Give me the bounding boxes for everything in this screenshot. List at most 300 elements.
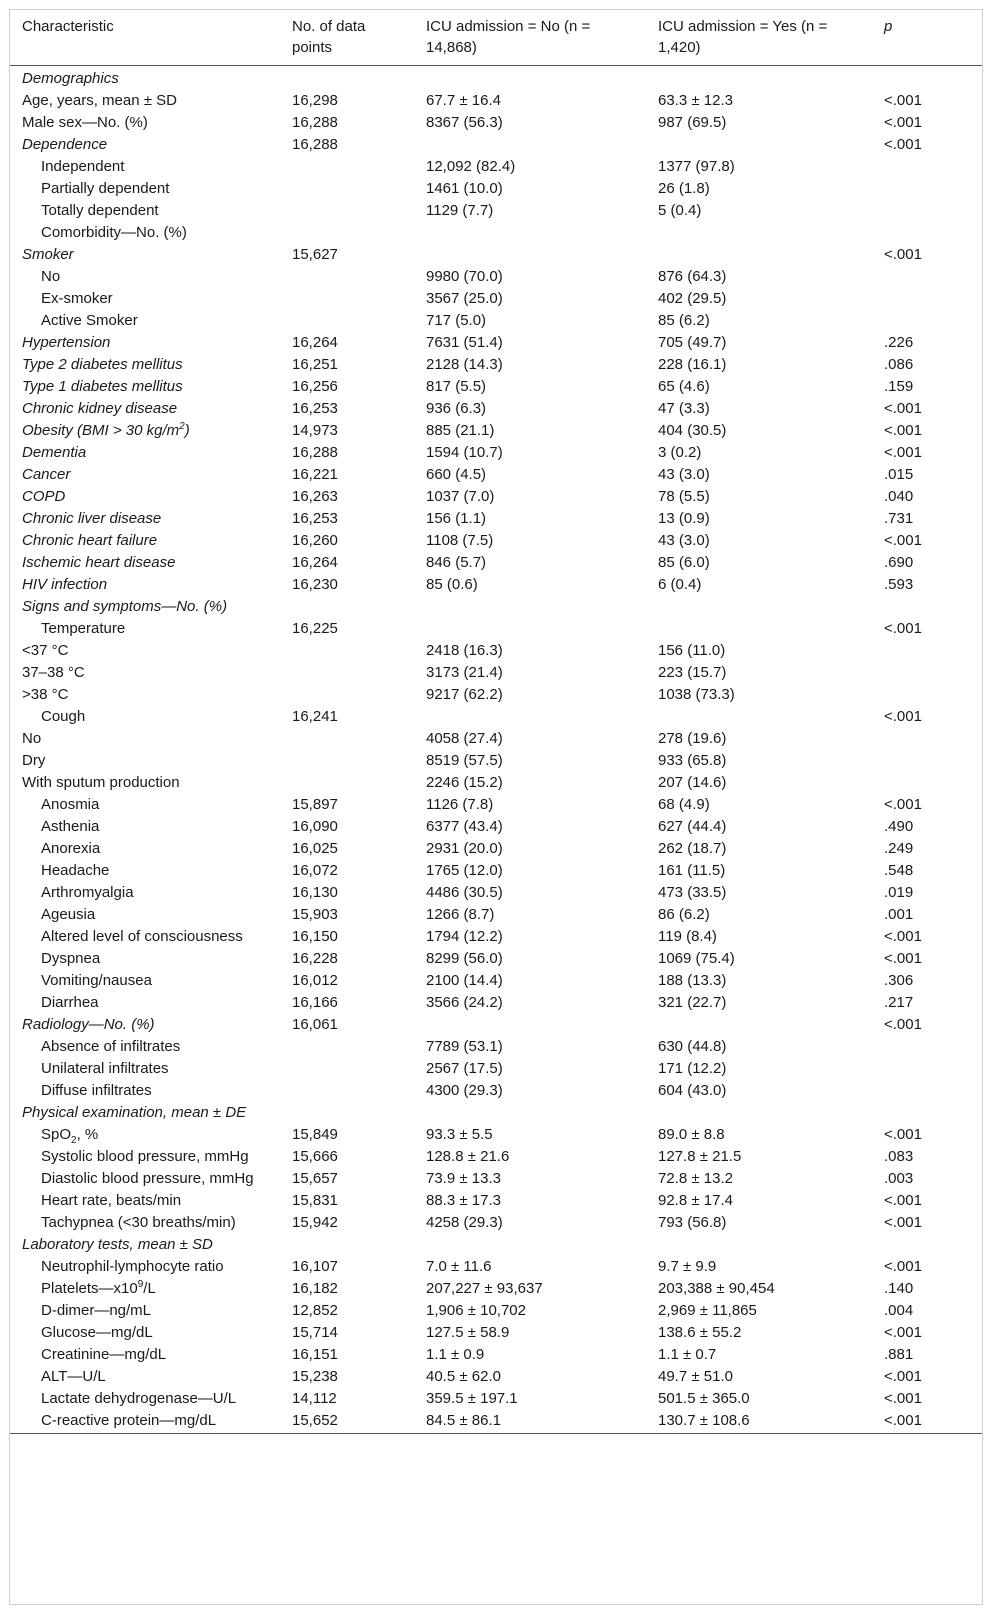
row-icu-yes: 156 (11.0) [658, 642, 726, 659]
row-p-value: .003 [884, 1170, 914, 1187]
table-row [10, 640, 982, 662]
row-label: No [22, 730, 42, 747]
row-data-points: 15,831 [292, 1192, 338, 1209]
row-icu-no: 8299 (56.0) [426, 950, 503, 967]
row-label: Asthenia [41, 818, 100, 835]
row-p-value: <.001 [884, 796, 922, 813]
row-data-points: 16,288 [292, 444, 338, 461]
row-p-value: .548 [884, 862, 914, 879]
table-row [10, 1124, 982, 1146]
row-icu-no: 207,227 ± 93,637 [426, 1280, 543, 1297]
row-icu-yes [646, 1102, 872, 1124]
row-label: Altered level of consciousness [41, 928, 243, 945]
table-row [10, 574, 982, 596]
row-data-points: 16,264 [292, 334, 338, 351]
row-icu-no [414, 596, 646, 618]
table-row [10, 552, 982, 574]
row-data-points [280, 66, 414, 91]
row-data-points: 16,298 [292, 92, 338, 109]
row-icu-yes: 604 (43.0) [658, 1082, 727, 1099]
row-data-points: 16,230 [292, 576, 338, 593]
row-data-points: 16,288 [292, 114, 338, 131]
table-row [10, 706, 982, 728]
row-label: Ageusia [41, 906, 96, 923]
row-icu-yes: 473 (33.5) [658, 884, 727, 901]
row-icu-yes: 321 (22.7) [658, 994, 727, 1011]
row-p-value: <.001 [884, 532, 922, 549]
table-row [10, 244, 982, 266]
row-label: ALT—U/L [41, 1368, 106, 1385]
row-icu-yes: 78 (5.5) [658, 488, 710, 505]
row-label: HIV infection [22, 576, 108, 593]
row-icu-yes: 188 (13.3) [658, 972, 727, 989]
row-label: Signs and symptoms—No. (%) [22, 598, 228, 615]
row-icu-no: 1126 (7.8) [426, 796, 494, 813]
row-icu-yes: 223 (15.7) [658, 664, 727, 681]
row-icu-yes: 47 (3.3) [658, 400, 710, 417]
row-p-value [872, 288, 982, 310]
table-row [10, 288, 982, 310]
row-icu-yes: 65 (4.6) [658, 378, 710, 395]
row-icu-no: 1108 (7.5) [426, 532, 494, 549]
row-data-points: 16,228 [292, 950, 338, 967]
row-data-points: 14,112 [292, 1390, 337, 1407]
row-icu-yes: 9.7 ± 9.9 [658, 1258, 717, 1275]
row-icu-no: 2931 (20.0) [426, 840, 503, 857]
row-icu-yes: 2,969 ± 11,865 [658, 1302, 757, 1319]
row-icu-no: 85 (0.6) [426, 576, 478, 593]
row-icu-no: 156 (1.1) [426, 510, 487, 527]
table-row [10, 66, 982, 91]
row-label: Partially dependent [41, 180, 170, 197]
table-row [10, 684, 982, 706]
characteristics-table [10, 10, 982, 1434]
row-icu-yes [646, 244, 872, 266]
header-icu-yes: ICU admission = Yes (n = 1,420) [646, 10, 872, 66]
row-data-points [280, 1058, 414, 1080]
row-icu-yes: 63.3 ± 12.3 [658, 92, 733, 109]
row-label: Cancer [22, 466, 71, 483]
row-data-points [280, 1234, 414, 1256]
row-label: Type 2 diabetes mellitus [22, 356, 183, 373]
table-row [10, 134, 982, 156]
row-p-value: .083 [884, 1148, 914, 1165]
row-label: Radiology—No. (%) [22, 1016, 155, 1033]
row-label: Lactate dehydrogenase—U/L [41, 1390, 237, 1407]
row-data-points [280, 596, 414, 618]
row-label: Headache [41, 862, 110, 879]
table-row [10, 794, 982, 816]
row-icu-no: 88.3 ± 17.3 [426, 1192, 501, 1209]
table-row [10, 464, 982, 486]
row-p-value: <.001 [884, 92, 922, 109]
row-p-value: .040 [884, 488, 914, 505]
row-label: $Platelets—x10^9/L$ [41, 1279, 156, 1297]
row-p-value: .001 [884, 906, 914, 923]
row-icu-no: 6377 (43.4) [426, 818, 503, 835]
row-data-points: 16,241 [292, 708, 338, 725]
row-label: Dry [22, 752, 46, 769]
row-p-value: .086 [884, 356, 914, 373]
row-data-points: 16,253 [292, 510, 338, 527]
row-icu-yes: 278 (19.6) [658, 730, 727, 747]
row-p-value [872, 1036, 982, 1058]
row-p-value: .226 [884, 334, 914, 351]
row-icu-yes: 43 (3.0) [658, 466, 710, 483]
row-p-value: .881 [884, 1346, 914, 1363]
row-data-points: 16,061 [292, 1016, 338, 1033]
table-header [10, 10, 982, 66]
row-label: COPD [22, 488, 66, 505]
row-icu-no: 1794 (12.2) [426, 928, 503, 945]
row-label: Demographics [22, 70, 119, 87]
row-icu-yes: 171 (12.2) [658, 1060, 727, 1077]
row-data-points [280, 640, 414, 662]
table-row [10, 860, 982, 882]
row-label: C-reactive protein—mg/dL [10, 1410, 280, 1434]
row-data-points: 16,012 [292, 972, 338, 989]
table-row [10, 838, 982, 860]
row-data-points: 15,897 [292, 796, 338, 813]
table-row [10, 1256, 982, 1278]
table-row [10, 1080, 982, 1102]
row-p-value: <.001 [884, 1126, 922, 1143]
row-label: Dependence [22, 136, 108, 153]
row-label: Vomiting/nausea [41, 972, 152, 989]
row-icu-no [414, 706, 646, 728]
table-row [10, 662, 982, 684]
table-row [10, 156, 982, 178]
table-row [10, 1388, 982, 1410]
row-label: Tachypnea (<30 breaths/min) [41, 1214, 236, 1231]
row-icu-yes [646, 66, 872, 91]
row-data-points: 14,973 [292, 422, 338, 439]
row-data-points [280, 1102, 414, 1124]
row-p-value: <.001 [884, 114, 922, 131]
table-row [10, 904, 982, 926]
table-row [10, 332, 982, 354]
row-icu-no: 73.9 ± 13.3 [426, 1170, 501, 1187]
row-data-points: 15,652 [280, 1410, 414, 1434]
table-row [10, 1410, 982, 1434]
row-label: Dementia [22, 444, 87, 461]
table-row [10, 750, 982, 772]
row-p-value: <.001 [884, 1324, 922, 1341]
table-row [10, 266, 982, 288]
row-icu-yes: 26 (1.8) [658, 180, 710, 197]
table-row [10, 420, 982, 442]
row-label: Diarrhea [41, 994, 99, 1011]
row-label: Chronic kidney disease [22, 400, 178, 417]
row-p-value: .593 [884, 576, 914, 593]
row-icu-yes [646, 134, 872, 156]
row-label: D-dimer—ng/mL [41, 1302, 152, 1319]
row-icu-no: 93.3 ± 5.5 [426, 1126, 493, 1143]
row-icu-yes: 49.7 ± 51.0 [658, 1368, 733, 1385]
row-data-points: 16,225 [292, 620, 338, 637]
row-p-value: .004 [884, 1302, 914, 1319]
row-data-points: 15,666 [292, 1148, 338, 1165]
table-container [9, 9, 983, 1605]
row-label: Anorexia [41, 840, 101, 857]
row-p-value: <.001 [884, 246, 922, 263]
table-row [10, 1278, 982, 1300]
row-label: Ex-smoker [41, 290, 113, 307]
row-icu-yes: 501.5 ± 365.0 [658, 1390, 750, 1407]
row-icu-no: 817 (5.5) [426, 378, 487, 395]
row-icu-yes: 207 (14.6) [658, 774, 727, 791]
row-icu-yes: 89.0 ± 8.8 [658, 1126, 725, 1143]
row-label: Dyspnea [41, 950, 101, 967]
row-icu-no: 936 (6.3) [426, 400, 487, 417]
row-label: Chronic liver disease [22, 510, 162, 527]
row-label: >38 °C [22, 686, 69, 703]
table-row [10, 508, 982, 530]
table-row [10, 1366, 982, 1388]
row-icu-yes: 630 (44.8) [658, 1038, 727, 1055]
row-icu-yes: 404 (30.5) [658, 422, 727, 439]
row-p-value: <.001 [884, 1368, 922, 1385]
row-icu-no [414, 222, 646, 244]
row-data-points [280, 222, 414, 244]
row-icu-no [414, 66, 646, 91]
row-data-points: 16,253 [292, 400, 338, 417]
table-row [10, 398, 982, 420]
row-icu-no: 1037 (7.0) [426, 488, 495, 505]
row-p-value [872, 200, 982, 222]
row-data-points: 16,025 [292, 840, 338, 857]
row-data-points: 16,166 [292, 994, 338, 1011]
table-row [10, 1300, 982, 1322]
row-p-value: <.001 [884, 444, 922, 461]
row-label: Temperature [41, 620, 126, 637]
row-p-value: <.001 [872, 1410, 982, 1434]
row-p-value [872, 750, 982, 772]
row-data-points: 16,221 [292, 466, 338, 483]
row-label: Arthromyalgia [41, 884, 134, 901]
row-p-value [872, 310, 982, 332]
table-row [10, 728, 982, 750]
row-icu-yes [646, 618, 872, 640]
row-icu-no: 67.7 ± 16.4 [426, 92, 501, 109]
row-icu-yes: 1069 (75.4) [658, 950, 735, 967]
row-data-points: 15,238 [292, 1368, 338, 1385]
row-icu-yes [646, 596, 872, 618]
row-p-value [872, 772, 982, 794]
row-icu-no: 359.5 ± 197.1 [426, 1390, 518, 1407]
row-p-value: <.001 [884, 1016, 922, 1033]
row-icu-yes: 3 (0.2) [658, 444, 702, 461]
row-icu-yes: 138.6 ± 55.2 [658, 1324, 742, 1341]
row-p-value [872, 662, 982, 684]
table-row [10, 992, 982, 1014]
table-row [10, 1146, 982, 1168]
row-data-points [280, 178, 414, 200]
table-row [10, 530, 982, 552]
row-p-value: <.001 [884, 708, 922, 725]
row-label: Totally dependent [41, 202, 159, 219]
row-icu-no: 4058 (27.4) [426, 730, 503, 747]
table-row [10, 376, 982, 398]
table-row [10, 882, 982, 904]
row-p-value: <.001 [884, 1192, 922, 1209]
row-p-value [872, 640, 982, 662]
row-icu-no: 7.0 ± 11.6 [426, 1258, 492, 1275]
row-icu-no: 127.5 ± 58.9 [426, 1324, 510, 1341]
row-icu-no: 3173 (21.4) [426, 664, 503, 681]
row-p-value [872, 596, 982, 618]
header-icu-no: ICU admission = No (n = 14,868) [414, 10, 646, 66]
row-icu-no [414, 244, 646, 266]
row-p-value: <.001 [884, 1214, 922, 1231]
row-icu-no: 40.5 ± 62.0 [426, 1368, 501, 1385]
table-row [10, 970, 982, 992]
row-icu-no: 1.1 ± 0.9 [426, 1346, 485, 1363]
row-p-value: .306 [884, 972, 914, 989]
row-p-value [872, 1102, 982, 1124]
row-icu-yes [646, 222, 872, 244]
row-data-points: 15,627 [292, 246, 338, 263]
row-label: Ischemic heart disease [22, 554, 176, 571]
row-p-value: <.001 [884, 950, 922, 967]
row-icu-no: 84.5 ± 86.1 [414, 1410, 646, 1434]
row-label: Creatinine—mg/dL [41, 1346, 167, 1363]
row-icu-no: 1461 (10.0) [426, 180, 503, 197]
row-p-value [872, 178, 982, 200]
row-p-value: <.001 [884, 136, 922, 153]
row-data-points: 16,130 [292, 884, 338, 901]
row-data-points: 15,942 [292, 1214, 338, 1231]
row-data-points: 16,150 [292, 928, 338, 945]
table-row [10, 486, 982, 508]
table-row [10, 1014, 982, 1036]
row-p-value: .690 [884, 554, 914, 571]
row-label: No [41, 268, 61, 285]
row-icu-no [414, 1102, 646, 1124]
table-row [10, 222, 982, 244]
row-label: Chronic heart failure [22, 532, 158, 549]
row-icu-yes [646, 1234, 872, 1256]
row-p-value: .490 [884, 818, 914, 835]
row-icu-yes: 1038 (73.3) [658, 686, 735, 703]
row-icu-yes: 876 (64.3) [658, 268, 727, 285]
row-data-points: 16,264 [292, 554, 338, 571]
row-data-points: 16,107 [292, 1258, 338, 1275]
row-icu-yes: 130.7 ± 108.6 [646, 1410, 872, 1434]
row-label: Obesity (BMI > 30 $kg/m^2$) [22, 421, 190, 439]
row-label: Laboratory tests, mean ± SD [22, 1236, 213, 1253]
row-icu-yes: 85 (6.0) [658, 554, 710, 571]
row-icu-no: 4300 (29.3) [426, 1082, 503, 1099]
row-label: Age, years, mean ± SD [22, 92, 177, 109]
row-icu-no: 12,092 (82.4) [426, 158, 516, 175]
row-icu-no: 9217 (62.2) [426, 686, 503, 703]
row-p-value: .249 [884, 840, 914, 857]
row-icu-yes: 203,388 ± 90,454 [658, 1280, 775, 1297]
row-data-points: 16,256 [292, 378, 338, 395]
row-icu-yes: 72.8 ± 13.2 [658, 1170, 733, 1187]
header-row [10, 10, 982, 66]
row-p-value: .217 [884, 994, 914, 1011]
row-label: Systolic blood pressure, mmHg [41, 1148, 249, 1165]
row-icu-yes: 6 (0.4) [658, 576, 702, 593]
row-icu-yes: 161 (11.5) [658, 862, 726, 879]
table-row [10, 1036, 982, 1058]
row-data-points: 12,852 [292, 1302, 338, 1319]
row-icu-no: 2567 (17.5) [426, 1060, 503, 1077]
row-data-points [280, 772, 414, 794]
row-data-points [280, 200, 414, 222]
row-data-points [280, 684, 414, 706]
header-characteristic: Characteristic [10, 10, 280, 66]
row-icu-no: 1,906 ± 10,702 [426, 1302, 526, 1319]
row-data-points [280, 1080, 414, 1102]
row-data-points: 15,849 [292, 1126, 338, 1143]
row-icu-yes: 793 (56.8) [658, 1214, 727, 1231]
table-row [10, 1212, 982, 1234]
row-label: SpO$_2$, % [41, 1126, 99, 1146]
row-data-points: 16,072 [292, 862, 338, 879]
row-data-points: 15,714 [292, 1324, 338, 1341]
row-p-value: <.001 [884, 1390, 922, 1407]
row-p-value: <.001 [884, 422, 922, 439]
row-data-points: 16,151 [292, 1346, 338, 1363]
row-label: Hypertension [22, 334, 111, 351]
row-p-value: <.001 [884, 928, 922, 945]
table-row [10, 354, 982, 376]
row-icu-yes: 68 (4.9) [658, 796, 710, 813]
row-data-points [280, 728, 414, 750]
row-icu-no: 8367 (56.3) [426, 114, 503, 131]
row-icu-yes: 86 (6.2) [658, 906, 710, 923]
table-row [10, 948, 982, 970]
row-p-value [872, 66, 982, 91]
row-data-points [280, 310, 414, 332]
row-icu-no [414, 134, 646, 156]
table-row [10, 310, 982, 332]
row-p-value [872, 1058, 982, 1080]
row-label: 37–38 °C [22, 664, 85, 681]
row-label: Type 1 diabetes mellitus [22, 378, 183, 395]
table-row [10, 1234, 982, 1256]
row-icu-no: 2246 (15.2) [426, 774, 503, 791]
row-icu-no: 7789 (53.1) [426, 1038, 503, 1055]
row-label: Independent [41, 158, 125, 175]
row-icu-no: 1266 (8.7) [426, 906, 495, 923]
row-data-points: 15,903 [292, 906, 338, 923]
row-icu-yes: 933 (65.8) [658, 752, 727, 769]
table-row [10, 816, 982, 838]
row-icu-no: 660 (4.5) [426, 466, 487, 483]
table-row [10, 1058, 982, 1080]
row-label: Physical examination, mean ± DE [22, 1104, 247, 1121]
table-body [10, 66, 982, 1434]
table-row [10, 1168, 982, 1190]
row-icu-yes [646, 706, 872, 728]
row-icu-yes: 127.8 ± 21.5 [658, 1148, 742, 1165]
row-icu-no: 1594 (10.7) [426, 444, 503, 461]
row-icu-no: 885 (21.1) [426, 422, 495, 439]
row-icu-no: 1129 (7.7) [426, 202, 494, 219]
row-p-value: <.001 [884, 400, 922, 417]
row-p-value: .159 [884, 378, 914, 395]
row-icu-no: 4258 (29.3) [426, 1214, 503, 1231]
row-p-value [872, 266, 982, 288]
row-p-value [872, 684, 982, 706]
table-row [10, 772, 982, 794]
row-icu-no: 846 (5.7) [426, 554, 487, 571]
row-label: Heart rate, beats/min [41, 1192, 182, 1209]
